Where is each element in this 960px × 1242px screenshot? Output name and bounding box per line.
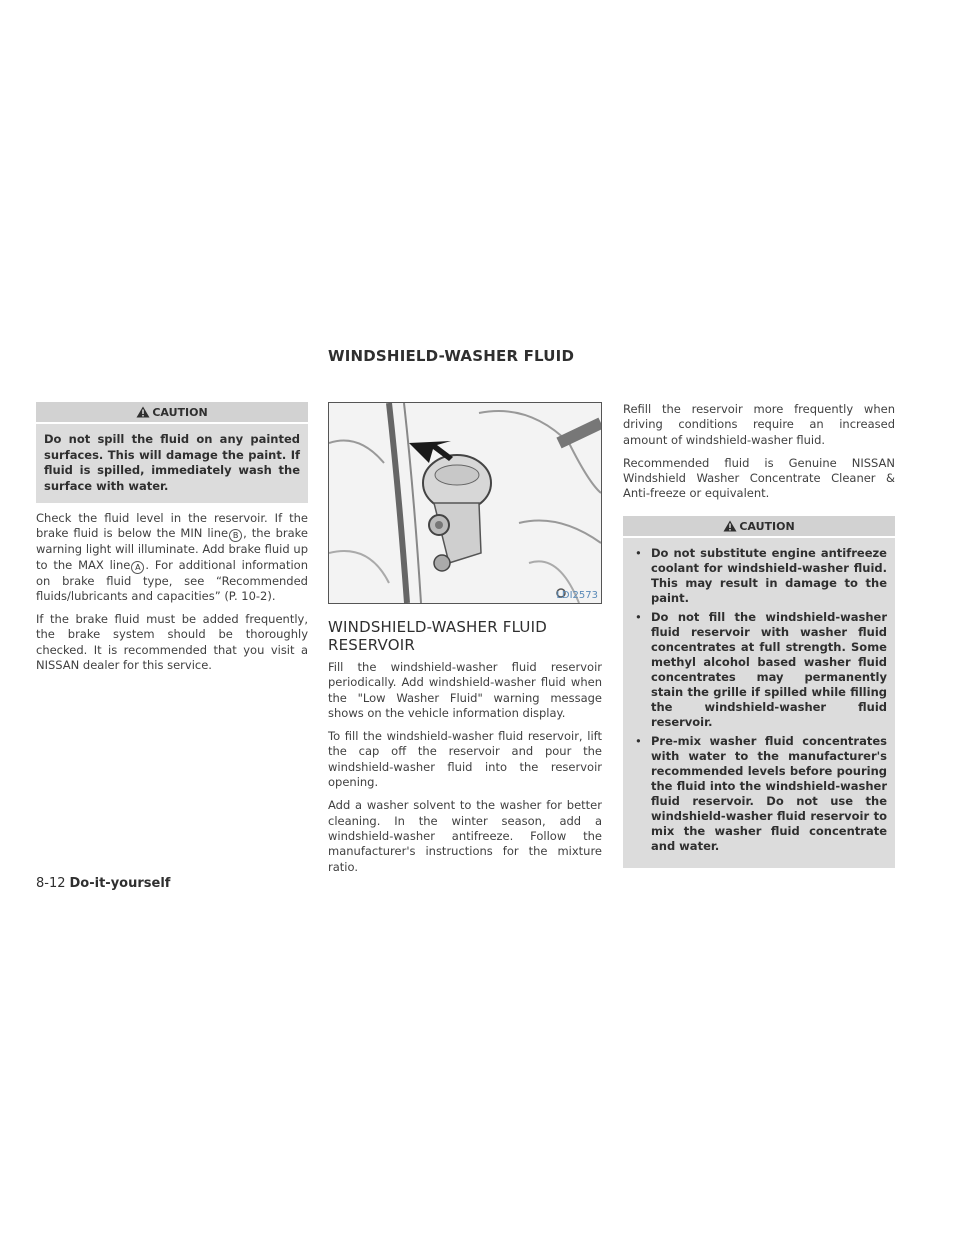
caution-label: CAUTION [739,519,795,533]
paragraph-fill: Fill the windshield-washer fluid reservoir periodically. Add windshield-washer fluid when the "Low Washer Fluid" warning message shows on the vehicle information display. [328,660,602,720]
caution-header [623,516,895,538]
paragraph-refill: Refill the reservoir more frequently when driving conditions require an increased amount of windshield-washer fluid. [623,402,895,447]
column-3 [623,402,895,868]
paragraph-brake-check: If the brake fluid must be added frequently, the brake system should be thoroughly checked. It is recommended that you visit a NISSAN dealer for this service. [36,612,308,673]
caution-box-brake [36,402,308,503]
page-number: 8-12 [36,876,66,891]
column-1 [36,402,308,681]
paragraph-recommended: Recommended fluid is Genuine NISSAN Windshield Washer Concentrate Cleaner & Anti-freeze or equivalent. [623,455,895,501]
callout-b: B [229,529,242,542]
section-title: WINDSHIELD-WASHER FLUID [328,347,575,365]
subheading-reservoir: WINDSHIELD-WASHER FLUID RESERVOIR [328,618,547,654]
caution-label: CAUTION [152,406,208,419]
page-footer [36,876,170,891]
callout-a: A [131,561,144,574]
paragraph-solvent: Add a washer solvent to the washer for better cleaning. In the winter season, add a windshield-washer antifreeze. Follow the manufacturer's instructions for the mixture ratio. [328,798,602,874]
caution-item: • Do not substitute engine antifreeze coolant for windshield-washer fluid. This may result in damage to the paint. [631,546,887,606]
reservoir-figure [328,402,602,604]
caution-text: Do not spill the fluid on any painted surfaces. This will damage the paint. If fluid is spilled, immediately wash the surface with water. [44,432,300,493]
caution-item: • Do not fill the windshield-washer fluid reservoir with washer fluid concentrates at full strength. Some methyl alcohol based washer fluid concentrates may permanently stain the grille if spilled while filling the windshield-washer fluid reservoir. [631,610,887,730]
paragraph-lift-cap: To fill the windshield-washer fluid reservoir, lift the cap off the reservoir and pour the windshield-washer fluid into the reservoir opening. [328,729,602,790]
para-text: , the brake warning light will illuminate. Add brake fluid up to the MAX line [36,526,308,572]
caution-item: • Pre-mix washer fluid concentrates with water to the manufacturer's recommended levels before pouring the fluid into the windshield-washer fluid reservoir. Do not use the windshield-washer fluid reservoir to mix the washer fluid concentrate and water. [631,734,887,854]
paragraph-brake-level [36,511,308,604]
caution-header [36,402,308,424]
chapter-title: Do-it-yourself [69,876,171,891]
para-text: Check the fluid level in the reservoir. If the brake fluid is below the MIN line [36,511,308,541]
warning-triangle-icon [723,520,737,532]
column-2 [328,402,602,883]
caution-box-washer [623,516,895,868]
warning-triangle-icon [136,406,150,418]
reservoir-illustration [329,403,601,603]
caution-list [623,538,895,868]
para-text: . For additional information on brake fluid type, see “Recommended fluids/lubricants and capacities” (P. 10-2). [36,557,309,603]
figure-label: LDI2573 [556,590,598,601]
